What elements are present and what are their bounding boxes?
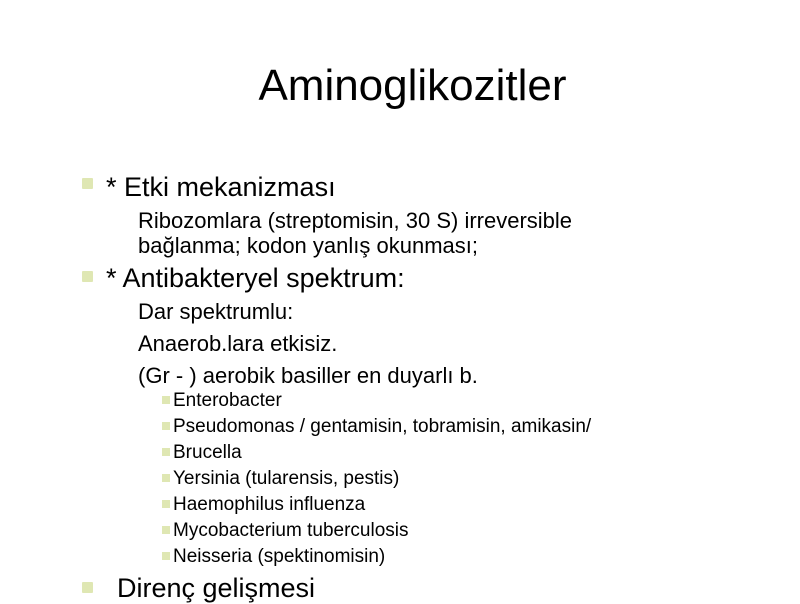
sub-bullet-square-icon <box>162 526 170 534</box>
sub-bullet-square-icon <box>162 422 170 430</box>
organism-item: Haemophilus influenza <box>173 494 366 515</box>
organism-item: Mycobacterium tuberculosis <box>173 520 409 541</box>
sub-bullet-square-icon <box>162 448 170 456</box>
organism-item: Yersinia (tularensis, pestis) <box>173 468 400 489</box>
bullet-square-icon <box>82 271 93 282</box>
spectrum-line-3: (Gr - ) aerobik basiller en duyarlı b. <box>138 363 478 388</box>
spectrum-line-1: Dar spektrumlu: <box>138 299 294 324</box>
spectrum-line-2: Anaerob.lara etkisiz. <box>138 331 338 356</box>
slide-title: Aminoglikozitler <box>258 61 567 110</box>
bullet-square-icon <box>82 178 93 189</box>
section-heading-resistance: Direnç gelişmesi <box>117 573 316 603</box>
bullet-square-icon <box>82 582 93 593</box>
mechanism-line-2: bağlanma; kodon yanlış okunması; <box>138 233 478 258</box>
sub-bullet-square-icon <box>162 552 170 560</box>
sub-bullet-square-icon <box>162 396 170 404</box>
organism-item: Pseudomonas / gentamisin, tobramisin, amikasin/ <box>173 416 592 437</box>
section-heading-spectrum: * Antibakteryel spektrum: <box>106 263 405 293</box>
organism-item: Brucella <box>173 442 242 463</box>
section-heading-mechanism: * Etki mekanizması <box>106 172 336 202</box>
organism-item: Neisseria (spektinomisin) <box>173 546 386 567</box>
sub-bullet-square-icon <box>162 474 170 482</box>
organism-item: Enterobacter <box>173 390 282 411</box>
mechanism-line-1: Ribozomlara (streptomisin, 30 S) irreversible <box>138 208 573 233</box>
sub-bullet-square-icon <box>162 500 170 508</box>
